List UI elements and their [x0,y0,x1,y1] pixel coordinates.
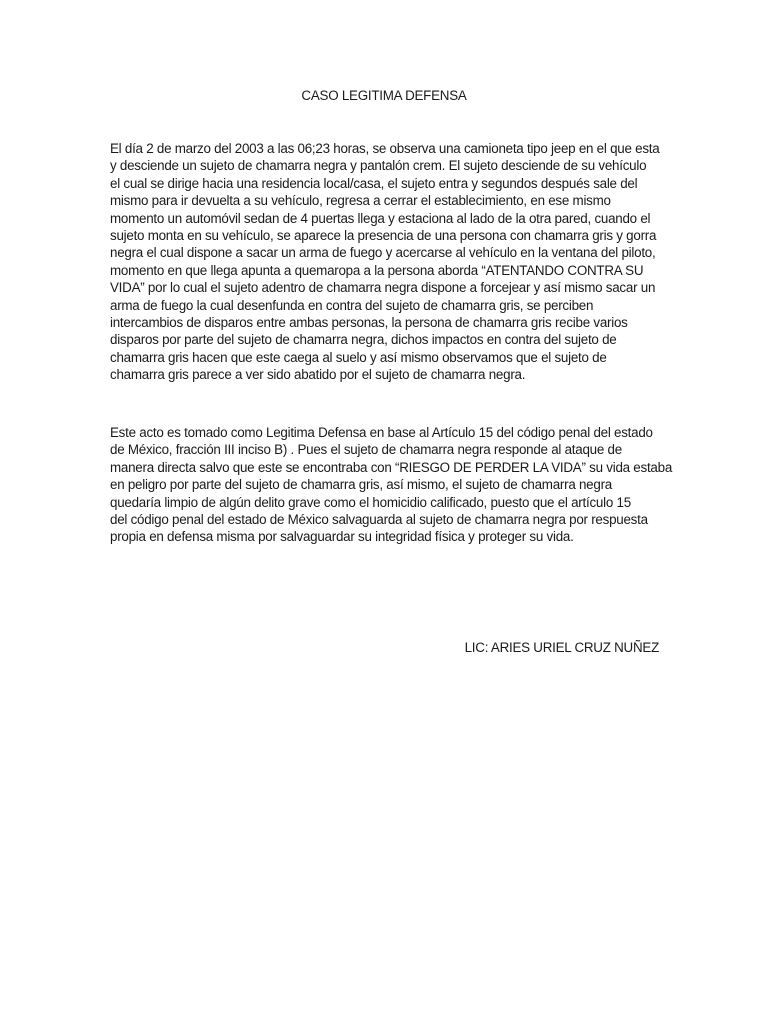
paragraph-line: de México, fracción III inciso B) . Pues el sujeto de chamarra negra responde al ataque de [110,442,622,458]
document-title: CASO LEGITIMA DEFENSA [301,88,467,103]
paragraph-line: chamarra gris parece a ver sido abatido por el sujeto de chamarra negra. [110,367,526,383]
paragraph-line: VIDA” por lo cual el sujeto adentro de chamarra negra dispone a forcejear y así mismo sacar un [110,280,656,296]
signature-line: LIC: ARIES URIEL CRUZ NUÑEZ [464,640,659,655]
paragraph-line: arma de fuego la cual desenfunda en contra del sujeto de chamarra gris, se perciben [110,297,594,313]
paragraph-line: momento en que llega apunta a quemaropa a la persona aborda “ATENTANDO CONTRA SU [110,262,644,278]
paragraph-line: quedaría limpio de algún delito grave como el homicidio calificado, puesto que el artículo 15 [110,494,631,510]
paragraph-line: momento un automóvil sedan de 4 puertas llega y estaciona al lado de la otra pared, cuando el [110,210,651,226]
paragraph-line: Este acto es tomado como Legitima Defensa en base al Artículo 15 del código penal del estado [110,425,653,440]
paragraph-line: chamarra gris hacen que este caega al suelo y así mismo observamos que el sujeto de [110,349,607,365]
paragraph-line: en peligro por parte del sujeto de chamarra gris, así mismo, el sujeto de chamarra negra [110,477,612,493]
paragraph-line: El día 2 de marzo del 2003 a las 06;23 horas, se observa una camioneta tipo jeep en el que esta [110,141,660,156]
paragraph-line: intercambios de disparos entre ambas personas, la persona de chamarra gris recibe varios [110,315,628,331]
paragraph-line: el cual se dirige hacia una residencia local/casa, el sujeto entra y segundos después sale del [110,175,638,191]
paragraph-line: del código penal del estado de México salvaguarda al sujeto de chamarra negra por respuesta [110,512,648,528]
paragraph-line: disparos por parte del sujeto de chamarra negra, dichos impactos en contra del sujeto de [110,332,617,348]
paragraph-line: negra el cual dispone a sacar un arma de fuego y acercarse al vehículo en la ventana del piloto, [110,245,656,261]
paragraph-line: mismo para ir devuelta a su vehículo, regresa a cerrar el establecimiento, en ese mismo [110,193,611,209]
paragraph-line: manera directa salvo que este se encontraba con “RIESGO DE PERDER LA VIDA” su vida estaba [110,459,673,475]
paragraph-case-description [110,140,663,384]
paragraph-line: propia en defensa misma por salvaguardar su integridad física y proteger su vida. [110,529,574,545]
paragraph-line: y desciende un sujeto de chamarra negra y pantalón crem. El sujeto desciende de su vehículo [110,158,647,174]
paragraph-line: sujeto monta en su vehículo, se aparece la presencia de una persona con chamarra gris y gorra [110,228,657,244]
paragraph-legal-basis [110,424,673,546]
